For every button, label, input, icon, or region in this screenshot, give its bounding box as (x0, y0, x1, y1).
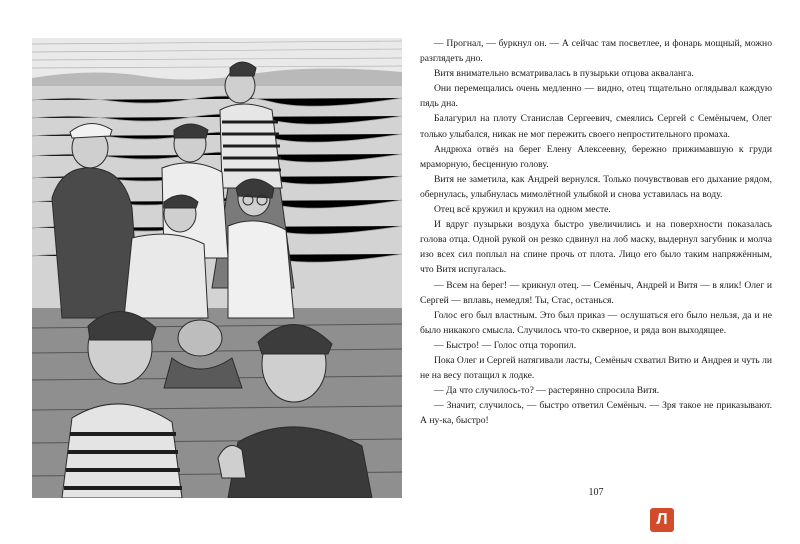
paragraph: Андрюха отвёз на берег Елену Алексеевну, бережно прижимавшую к груди мраморную, бесценную голову. (420, 143, 772, 170)
paragraph: — Быстро! — Голос отца торопил. (434, 339, 577, 351)
paragraph: Отец всё кружил и кружил на одном месте. (434, 204, 611, 216)
page-number: 107 (588, 487, 604, 498)
book-illustration (32, 38, 402, 498)
paragraph: И вдруг пузырьки воздуха быстро увеличились и на поверхности показалась голова отца. Одной рукой он резко сдвинул на лоб маску, выдернул загубник и молча изо всех сил поплыл на спине прочь от плота. Лицо его было таким напряжённым, что Витя испугалась. (420, 219, 772, 276)
paragraph: Балагурил на плоту Станислав Сергеевич, смеялись Сергей с Семёнычем, Олег только улыбался, никак не мог пережить своего непростительного промаха. (420, 113, 772, 140)
paragraph: — Да что случилось-то? — растерянно спросила Витя. (434, 385, 660, 397)
paragraph: Голос его был властным. Это был приказ — ослушаться его было нельзя, да и не было никакого смысла. Случилось что-то скверное, и ряда вон выходящее. (420, 309, 772, 336)
paragraph: Витя не заметила, как Андрей вернулся. Только почувствовав его дыхание рядом, обернулась, улыбнулась мимолётной улыбкой и снова уставилась на воду. (420, 173, 772, 200)
paragraph: — Значит, случилось, — быстро ответил Семёныч. — Зря такое не приказывают. А ну-ка, быстро! (420, 400, 772, 427)
page-footer (420, 0, 772, 544)
paragraph: Витя внимательно всматривалась в пузырьки отцова акваланга. (434, 68, 694, 80)
paragraph: — Прогнал, — буркнул он. — А сейчас там посветлее, и фонарь мощный, можно разглядеть дно. (420, 38, 772, 65)
paragraph: Они перемещались очень медленно — видно, отец тщательно оглядывал каждую пядь дна. (420, 83, 772, 110)
paragraph: Пока Олег и Сергей натягивали ласты, Семёныч схватил Витю и Андрея и чуть ли не на весу потащил к лодке. (420, 354, 772, 382)
paragraph: — Всем на берег! — крикнул отец. — Семёныч, Андрей и Витя — в ялик! Олег и Сергей — вплавь, немедля! Ты, Стас, останься. (420, 279, 772, 306)
labirint-logo-icon (650, 508, 674, 532)
logo-letter: Л (656, 511, 668, 528)
